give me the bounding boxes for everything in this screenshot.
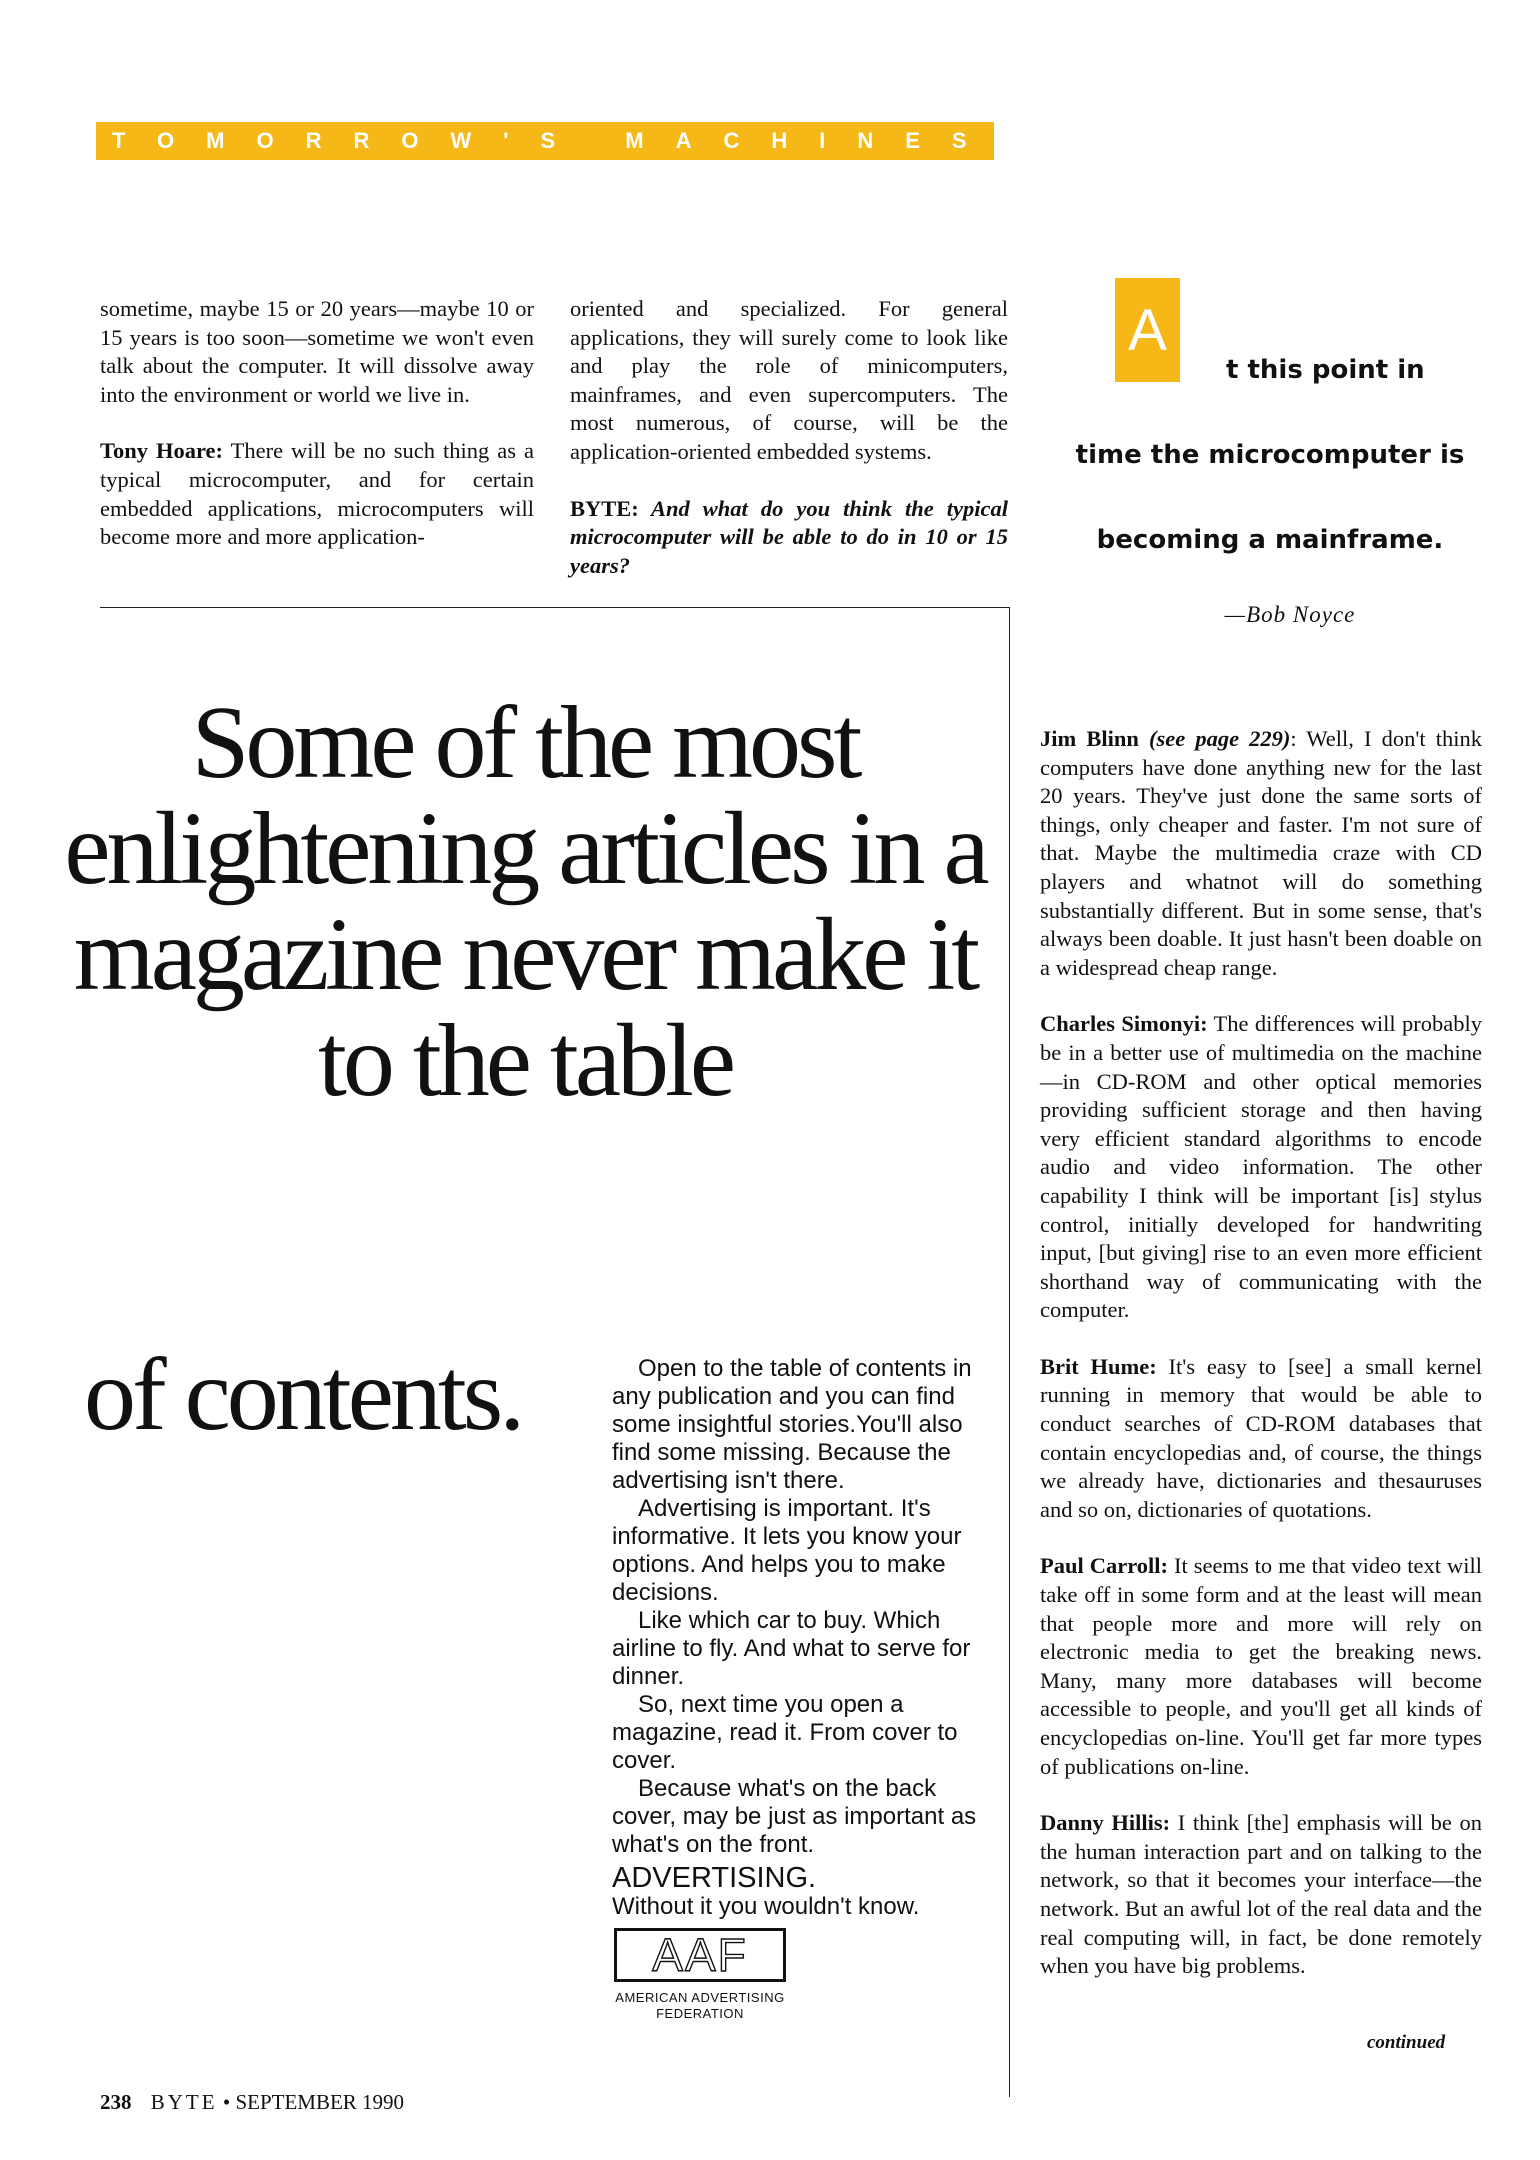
ad-tag-word: ADVERTISING. [612,1862,817,1894]
speaker-name: Danny Hillis: [1040,1810,1171,1836]
speaker-name: Paul Carroll: [1040,1553,1169,1579]
paragraph: oriented and specialized. For general applications, they will surely come to look like and play the role of minicomputers, mainframes, and even supercomputers. The most numerous, of course, will be the application-oriented embedded systems. [570,296,1008,464]
paragraph [1040,1809,1482,1981]
page-folio [100,2090,404,2115]
speaker-name: Brit Hume: [1040,1353,1157,1379]
speaker-name: Charles Simonyi: [1040,1011,1208,1037]
article-column-3 [1040,725,1482,1981]
ad-paragraph: So, next time you open a magazine, read it. From cover to cover. [612,1691,958,1774]
paragraph [1040,1010,1482,1325]
speaker-name: BYTE: [570,495,639,521]
ad-top-rule [100,607,1010,608]
paragraph [1040,725,1482,982]
speaker-text: It seems to me that video text will take off in some form and at the least will mean that people more and more will rely on electronic media to get the breaking news. Many, many more databases will become accessible to people, and you'll get all kinds of encyclopedias on-line. You'll get far more types of publications on-line. [1040,1553,1482,1779]
page-number: 238 [100,2090,132,2114]
section-banner [96,122,999,160]
magazine-name: BYTE [150,2090,218,2114]
speaker-text: I think [the] emphasis will be on the human interaction part and on talking to the network, so that it becomes your interface—the network. But an awful lot of the real data and the real computing will, in fact, be done remotely when you have big problems. [1040,1810,1483,1979]
drop-cap: A [1115,278,1180,382]
ad-right-rule [1009,607,1010,2097]
pull-quote-line: t this point in [1226,355,1425,385]
speaker-text: It's easy to [see] a small kernel running in memory that would be able to conduct searches of CD-ROM databases that contain encyclopedias and, of course, the things we already have, dictionaries and thesauruses and so on, dictionaries of quotations. [1040,1353,1482,1522]
ad-paragraph: Open to the table of contents in any publication and you can find some insightful stories.You'll also find some missing. Because the advertising isn't there. [612,1355,972,1494]
aaf-name-line: FEDERATION [656,2006,744,2021]
continued-label: continued [1367,2032,1446,2053]
aaf-name-line: AMERICAN ADVERTISING [615,1990,785,2005]
aaf-organization-name [600,1990,800,2022]
pull-quote-line: becoming a mainframe. [1096,525,1444,555]
ad-paragraph: Like which car to buy. Which airline to fly. And what to serve for dinner. [612,1607,971,1690]
article-column-2 [570,295,1008,580]
speaker-name: Jim Blinn [1040,726,1139,751]
speaker-text: : Well, I don't think computers have done anything new for the last 20 years. They've just done the same sorts of things, only cheaper and faster. I'm not sure of that. Maybe the multimedia craze with CD players and whatnot will do something substantially different. But in some sense, that's always been doable. It just hasn't been doable on a widespread cheap range. [1040,726,1483,980]
ad-tag-line: Without it you wouldn't know. [612,1893,920,1920]
paragraph [570,495,1008,581]
issue-date: SEPTEMBER 1990 [235,2090,405,2114]
speaker-note: (see page 229) [1138,726,1291,751]
paragraph [1040,1353,1482,1525]
speaker-text: The differences will probably be in a better use of multimedia on the machine—in CD-ROM and other optical memories providing sufficient storage and then having very efficient standard algorithms to encode audio and video information. The other capability I think will be important [is] stylus control, initially developed for handwriting input, [but giving] rise to an even more efficient shorthand way of communicating with the computer. [1040,1011,1482,1323]
folio-separator: • [222,2090,231,2114]
ad-paragraph: Because what's on the back cover, may be just as important as what's on the front. [612,1775,977,1858]
ad-body [612,1355,992,1859]
aaf-logo: AAF [614,1928,786,1982]
ad-headline-tail: of contents. [84,1337,522,1452]
speaker-name: Tony Hoare: [100,438,224,464]
speaker-text: There will be no such thing as a typical microcomputer, and for certain embedded applications, microcomputers will become more and more application- [100,438,534,550]
pull-quote-line: time the microcomputer is [1075,440,1465,470]
paragraph [100,437,534,551]
paragraph: sometime, maybe 15 or 20 years—maybe 10 or 15 years is too soon—sometime we won't even talk about the computer. It will dissolve away into the environment or world we live in. [100,296,534,407]
section-banner-text: TOMORROW'S MACHINES [112,128,999,153]
pull-quote-attribution: —Bob Noyce [1224,602,1356,627]
ad-paragraph: Advertising is important. It's informative. It lets you know your options. And helps you to make decisions. [612,1495,962,1606]
paragraph [1040,1552,1482,1781]
question-text: And what do you think the typical microcomputer will be able to do in 10 or 15 years? [570,495,1008,578]
ad-headline: Some of the most enlightening articles in a magazine never make it to the table [64,685,986,1118]
article-column-1 [100,295,534,552]
